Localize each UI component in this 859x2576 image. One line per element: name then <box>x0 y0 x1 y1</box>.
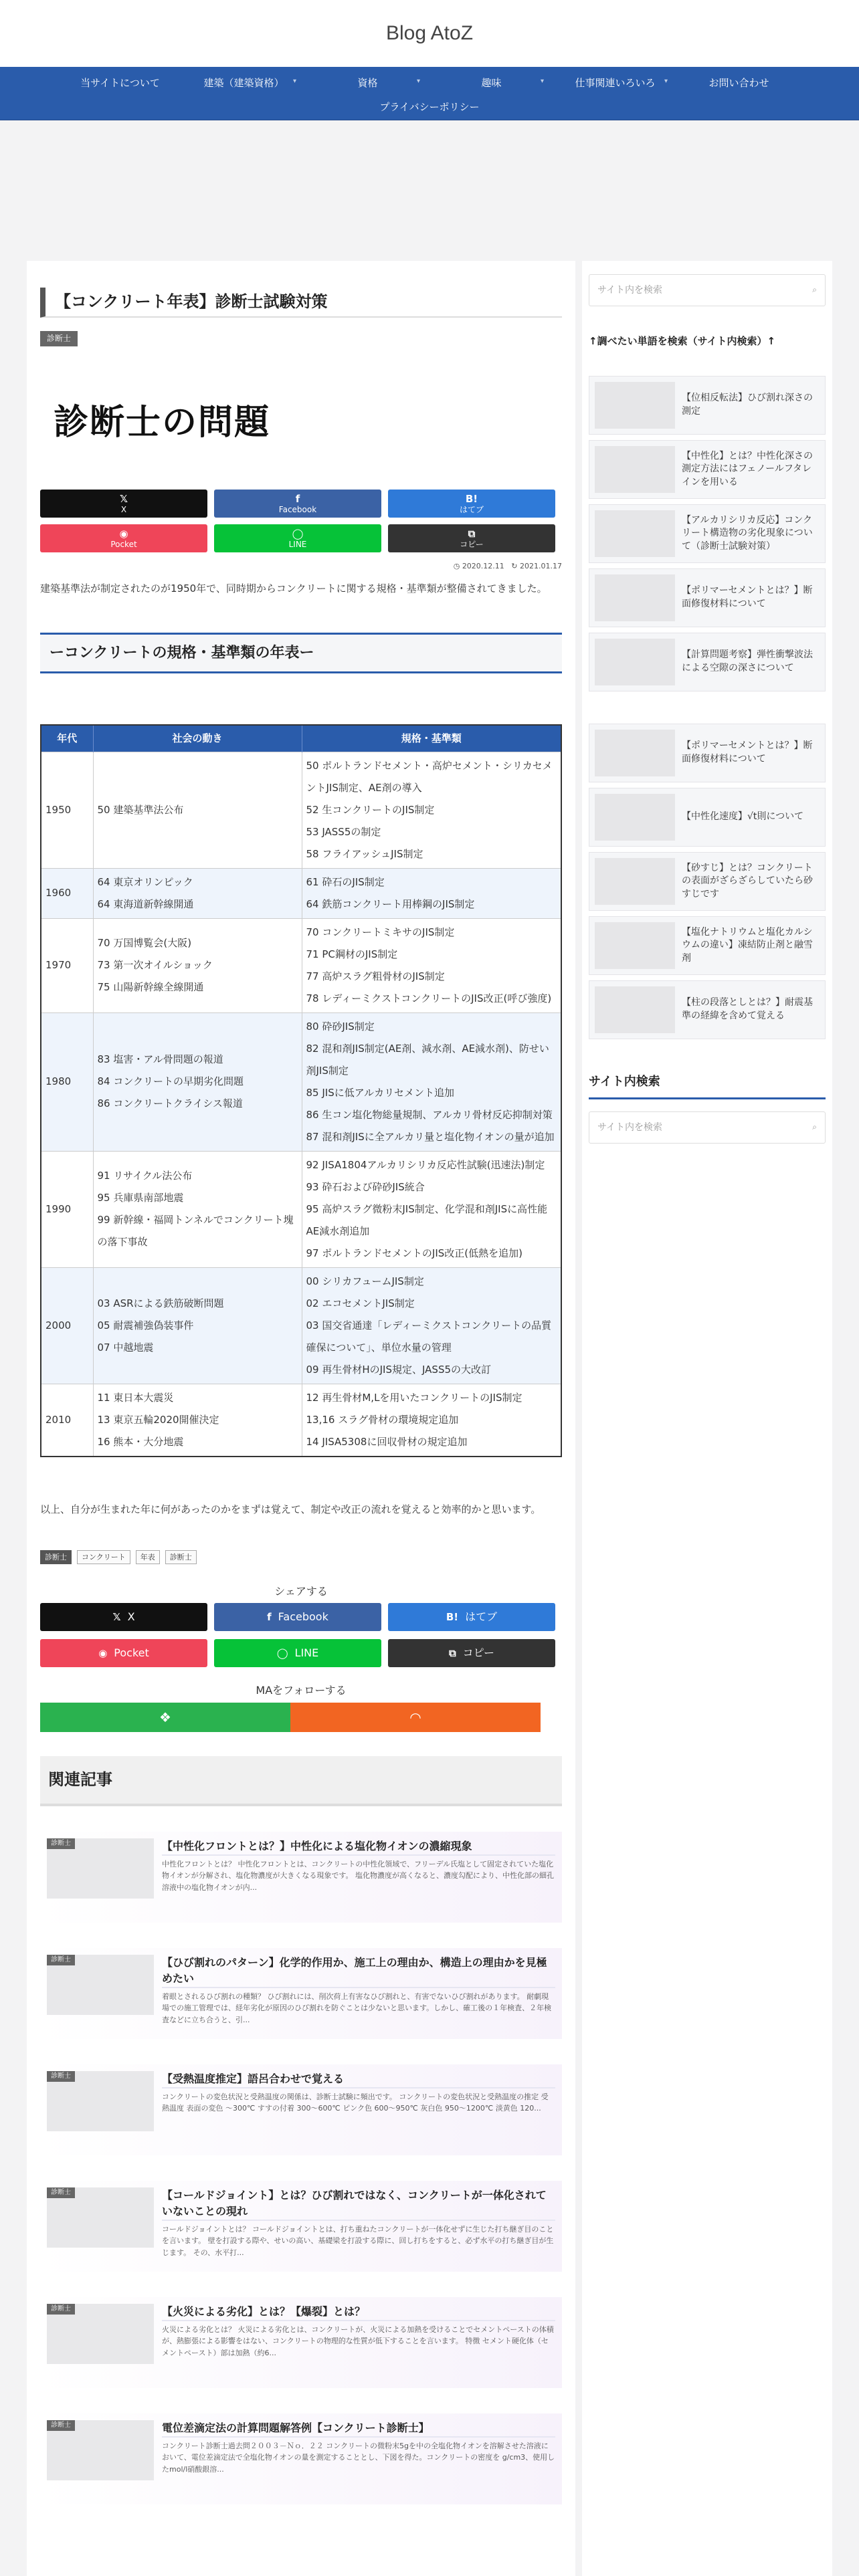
sidebar-post-thumbnail <box>595 922 675 969</box>
social-event: 13 東京五輪2020開催決定 <box>97 1413 219 1426</box>
social-event: 86 コンクリートクライシス報道 <box>97 1097 243 1110</box>
related-category: 診断士 <box>47 2071 75 2082</box>
share-label: Pocket <box>110 540 137 550</box>
lead-paragraph: 建築基準法が制定されたのが1950年で、同時期からコンクリートに関する規格・基準類が整備されてきました。 <box>40 582 547 595</box>
nav-item[interactable] <box>58 75 182 91</box>
social-event: 64 東京オリンピック <box>97 875 193 888</box>
rss-button[interactable] <box>290 1703 541 1732</box>
sidebar-post-thumbnail <box>595 858 675 905</box>
sidebar-popular-posts <box>589 724 826 1039</box>
standard-item: 78 レディーミクストコンクリートのJIS改正(呼び強度) <box>306 992 552 1004</box>
related-snippet: コンクリートの変色状況と受熱温度の関係は、診断士試験に頻出です。 コンクリートの変色状況と受熱温度の推定 受熱温度 表面の変色 ～300℃ すすの付着 300～600℃ ピンク色 600～950℃ 灰白色 950～1200℃ 淡黄色 120... <box>162 2092 549 2113</box>
sidebar-post-title: 【計算問題考察】弾性衝撃波法による空隙の深さについて <box>682 649 813 673</box>
share-hatebu-button[interactable] <box>388 490 555 518</box>
share-buttons-top <box>40 490 562 552</box>
sidebar-post-item[interactable] <box>589 788 826 847</box>
related-category: 診断士 <box>47 2187 75 2198</box>
standard-item: 80 砕砂JIS制定 <box>306 1020 375 1033</box>
standard-item: 00 シリカフュームJIS制定 <box>306 1275 424 1287</box>
sidebar-post-item[interactable] <box>589 852 826 911</box>
category-badge[interactable]: 診断士 <box>40 331 78 346</box>
section-heading: ーコンクリートの規格・基準類の年表ー <box>40 633 562 673</box>
social-events-cell <box>93 1012 302 1151</box>
nav-item-label: 趣味 <box>481 77 502 89</box>
x-icon: 𝕏 <box>112 1610 121 1623</box>
social-event: 95 兵庫県南部地震 <box>97 1192 184 1204</box>
facebook-icon: f <box>267 1610 272 1623</box>
social-event: 05 耐震補強偽装事件 <box>97 1319 194 1331</box>
sidebar-post-title: 【アルカリシリカ反応】コンクリート構造物の劣化現象について（診断士試験対策） <box>682 514 813 552</box>
sidebar-post-thumbnail <box>595 639 675 685</box>
standard-item: 61 砕石のJIS制定 <box>306 875 385 888</box>
share-copy-button[interactable] <box>388 1639 555 1667</box>
tag-link[interactable] <box>136 1550 160 1565</box>
share-line-button[interactable] <box>214 1639 381 1667</box>
share-label: コピー <box>460 540 484 550</box>
updated-date: 2021.01.17 <box>520 562 562 571</box>
related-category: 診断士 <box>47 2304 75 2315</box>
sidebar-post-item[interactable] <box>589 980 826 1039</box>
sidebar-post-title: 【ポリマーセメントとは？】断面修復材料について <box>682 585 813 609</box>
chevron-down-icon: ▾ <box>540 78 544 85</box>
related-thumbnail <box>47 1955 154 2015</box>
nav-item[interactable] <box>677 75 801 91</box>
related-body <box>162 1838 555 1923</box>
sidebar-search-input-2[interactable] <box>589 1111 826 1144</box>
share-label: X <box>127 1610 135 1624</box>
standards-cell <box>302 868 561 918</box>
standard-item: 87 混和剤JISに全アルカリ量と塩化物イオンの量が追加 <box>306 1130 555 1143</box>
copy-icon: ⧉ <box>468 528 476 540</box>
nav-item-label: 仕事関連いろいろ <box>575 77 656 89</box>
related-body <box>162 2420 555 2504</box>
related-heading: 関連記事 <box>40 1756 562 1806</box>
share-label: はてブ <box>459 505 484 515</box>
sidebar-search-heading: サイト内検索 <box>589 1073 826 1099</box>
standard-item: 85 JISに低アルカリセメント追加 <box>306 1086 454 1099</box>
pocket-icon: ◉ <box>98 1646 108 1659</box>
sidebar-post-thumbnail <box>595 574 675 621</box>
sidebar-post-thumbnail <box>595 382 675 429</box>
search-placeholder-2: サイト内を検索 <box>597 1121 663 1133</box>
related-snippet: コンクリート診断士過去問２００３－Ｎｏ．２２ コンクリートの微粉末5gを中の全塩化物イオンを溶解させた溶液において、電位差滴定法で全塩化物イオンの量を測定することとし、下図を得た。コンクリートの密度を g/cm3、使用したmol/l硝酸銀溶... <box>162 2441 555 2474</box>
sidebar-post-item[interactable] <box>589 724 826 782</box>
share-copy-button[interactable] <box>388 524 555 552</box>
social-event: 11 東日本大震災 <box>97 1391 174 1404</box>
table-row <box>41 868 561 918</box>
standards-cell <box>302 1384 561 1457</box>
related-thumbnail <box>47 2187 154 2248</box>
closing-paragraph: 以上、自分が生まれた年に何があったのかをまずは覚えて、制定や改正の流れを覚えると効率的かと思います。 <box>40 1503 541 1515</box>
social-event: 64 東海道新幹線開通 <box>97 897 194 910</box>
related-category: 診断士 <box>47 2420 75 2431</box>
year-cell: 1980 <box>41 1012 93 1151</box>
nav-item-label: 資格 <box>357 77 378 89</box>
tag-link[interactable] <box>40 1550 72 1565</box>
standard-item: 82 混和剤JIS制定(AE剤、減水剤、AE減水剤)、防せい剤JIS制定 <box>306 1042 549 1077</box>
site-header <box>0 0 859 67</box>
social-event: 75 山陽新幹線全線開通 <box>97 981 204 994</box>
nav-item[interactable] <box>430 75 553 91</box>
standards-cell <box>302 752 561 868</box>
related-thumbnail <box>47 2071 154 2131</box>
related-snippet: 着眼とされるひび割れの種類？ ひび割れには、削次荷上有害なひび割れと、有害でないひび割れがあります。 耐劇現場での施工管理では、経年劣化が原因のひび割れを防ぐことは少ないと思います。しかし、確工後の１年検査、２年検査などに立ち合うと、引... <box>162 1992 552 2025</box>
global-nav-row-2 <box>0 95 859 119</box>
sidebar-post-thumbnail <box>595 510 675 557</box>
standard-item: 50 ポルトランドセメント・高炉セメント・シリカセメントJIS制定、AE剤の導入 <box>306 759 553 794</box>
standard-item: 93 砕石および砕砂JIS統合 <box>306 1180 425 1193</box>
social-events-cell <box>93 752 302 868</box>
follow-caption: MAをフォローする <box>256 1683 347 1697</box>
related-card[interactable] <box>40 1948 562 2039</box>
social-event: 91 リサイクル法公布 <box>97 1170 193 1182</box>
sidebar-post-title: 【ポリマーセメントとは？】断面修復材料について <box>682 740 813 764</box>
hatebu-icon: B! <box>465 493 478 506</box>
main-content <box>27 261 575 2576</box>
year-cell: 1990 <box>41 1151 93 1267</box>
tag-label: 診断士 <box>169 1552 192 1562</box>
related-body <box>162 2071 555 2155</box>
global-nav <box>0 67 859 120</box>
share-caption: シェアする <box>274 1585 328 1598</box>
sidebar-post-thumbnail <box>595 730 675 776</box>
sidebar-post-item[interactable] <box>589 633 826 691</box>
table-header-row <box>41 725 561 752</box>
standard-item: 53 JASS5の制定 <box>306 825 381 838</box>
pocket-icon: ◉ <box>119 528 128 540</box>
related-title: 【中性化フロントとは？】中性化による塩化物イオンの濃縮現象 <box>162 1838 555 1856</box>
related-snippet: 火災による劣化とは？ 火災による劣化とは、コンクリートが、火災による加熱を受けることでセメントペーストの体積が、熱膨張による影響をはない、コンクリートの物理的な性質が低下することを言います。 特徴 セメント硬化体（セメントペースト）部は加熱（約6... <box>162 2325 554 2358</box>
nav-item[interactable] <box>553 75 677 91</box>
tag-label: 診断士 <box>45 1552 67 1562</box>
search-icon[interactable]: ⌕ <box>812 285 817 295</box>
related-snippet: コールドジョイントとは？ コールドジョイントとは、打ち重ねたコンクリートが一体化せずに生じた打ち継ぎ目のことを言います。 壁を打設する際や、せいの高い、基礎梁を打設する際に、回し打ちをすると、必ず水平の打ち継ぎ目が生じます。 その、水平打... <box>162 2224 554 2258</box>
rss-icon: ◠ <box>409 1709 421 1726</box>
sidebar-post-item[interactable] <box>589 504 826 563</box>
sidebar-post-title: 【塩化ナトリウムと塩化カルシウムの違い】凍結防止剤と融雪剤 <box>682 926 813 964</box>
standard-item: 03 国交省通達「レディーミクストコンクリートの品質確保について」、単位水量の管理 <box>306 1319 552 1354</box>
table-body <box>41 752 561 1457</box>
nav-item[interactable] <box>306 75 430 91</box>
standard-item: 52 生コンクリートのJIS制定 <box>306 803 435 816</box>
related-body <box>162 2187 555 2272</box>
eyecatch-image <box>40 356 562 490</box>
standard-item: 12 再生骨材M,Lを用いたコンクリートのJIS制定 <box>306 1391 522 1404</box>
social-events-cell <box>93 868 302 918</box>
nav-item-label: お問い合わせ <box>708 77 769 89</box>
search-icon[interactable]: ⌕ <box>812 1122 817 1132</box>
feedly-icon: ❖ <box>159 1709 171 1726</box>
social-event: 03 ASRによる鉄筋破断問題 <box>97 1297 224 1309</box>
table-row <box>41 918 561 1012</box>
sidebar-search-input[interactable] <box>589 274 826 306</box>
standards-cell <box>302 1012 561 1151</box>
chronology-table <box>40 724 562 1457</box>
sidebar-post-thumbnail <box>595 794 675 841</box>
social-event: 70 万国博覧会(大阪) <box>97 937 192 950</box>
sidebar-recent-posts <box>589 376 826 691</box>
year-cell: 2010 <box>41 1384 93 1457</box>
social-event: 83 塩害・アル骨問題の報道 <box>97 1053 223 1066</box>
facebook-icon: f <box>295 493 300 506</box>
sidebar-search-note: ↑調べたい単語を検索（サイト内検索）↑ <box>589 335 776 347</box>
share-label: LINE <box>288 540 307 550</box>
share-x-button[interactable] <box>40 490 207 518</box>
social-event: 84 コンクリートの早期劣化問題 <box>97 1075 244 1088</box>
share-pocket-button[interactable] <box>40 1639 207 1667</box>
sidebar-post-title: 【中性化速度】√t則について <box>682 811 804 823</box>
line-icon: ◯ <box>292 528 304 540</box>
sidebar-post-thumbnail <box>595 446 675 493</box>
standard-item: 02 エコセメントJIS制定 <box>306 1297 415 1309</box>
related-category: 診断士 <box>47 1955 75 1965</box>
sidebar-post-title: 【砂すじ】とは？コンクリートの表面がざらざらしていたら砂すじです <box>682 862 813 899</box>
standard-item: 95 高炉スラグ微粉末JIS制定、化学混和剤JISに高性能AE減水剤追加 <box>306 1202 548 1237</box>
table-row <box>41 1384 561 1457</box>
share-label: コピー <box>462 1646 495 1660</box>
share-label: Facebook <box>278 505 317 515</box>
related-title: 【受熱温度推定】語呂合わせで覚える <box>162 2071 555 2088</box>
follow-buttons <box>40 1703 541 1732</box>
related-title: 電位差滴定法の計算問題解答例【コンクリート診断士】 <box>162 2420 555 2438</box>
published-date: 2020.12.11 <box>462 562 504 571</box>
social-events-cell <box>93 918 302 1012</box>
standard-item: 92 JISA1804アルカリシリカ反応性試験(迅速法)制定 <box>306 1158 545 1171</box>
standard-item: 70 コンクリートミキサのJIS制定 <box>306 926 455 938</box>
sidebar-post-title: 【中性化】とは？中性化深さの測定方法にはフェノールフタレインを用いる <box>682 450 813 488</box>
nav-item-label: 建築（建築資格） <box>203 77 284 89</box>
related-body <box>162 2304 555 2388</box>
share-pocket-button[interactable] <box>40 524 207 552</box>
table-header: 年代 <box>41 725 93 752</box>
related-category: 診断士 <box>47 1838 75 1849</box>
table-header: 社会の動き <box>93 725 302 752</box>
sidebar-post-title: 【位相反転法】ひび割れ深さの測定 <box>682 393 813 417</box>
sidebar-post-item[interactable] <box>589 440 826 499</box>
nav-item-label: 当サイトについて <box>80 77 160 89</box>
related-title: 【火災による劣化】とは？【爆裂】とは？ <box>162 2304 555 2321</box>
nav-item[interactable] <box>182 75 306 91</box>
social-event: 73 第一次オイルショック <box>97 959 213 972</box>
year-cell: 1960 <box>41 868 93 918</box>
table-header: 規格・基準類 <box>302 725 561 752</box>
sidebar-post-thumbnail <box>595 986 675 1033</box>
share-facebook-button[interactable] <box>214 1603 381 1631</box>
clock-icon: ◷ <box>453 562 460 571</box>
sidebar-post-title: 【柱の段落としとは？】耐震基準の経緯を含めて覚える <box>682 997 813 1021</box>
social-event: 16 熊本・大分地震 <box>97 1435 184 1448</box>
standards-cell <box>302 1267 561 1384</box>
tag-link[interactable] <box>165 1550 197 1565</box>
sidebar <box>582 261 832 2576</box>
standard-item: 14 JISA5308に回収骨材の規定追加 <box>306 1435 468 1448</box>
share-x-button[interactable] <box>40 1603 207 1631</box>
table-row <box>41 752 561 868</box>
standards-cell <box>302 918 561 1012</box>
year-cell: 1970 <box>41 918 93 1012</box>
standard-item: 64 鉄筋コンクリート用棒鋼のJIS制定 <box>306 897 475 910</box>
share-line-button[interactable] <box>214 524 381 552</box>
line-icon: ◯ <box>276 1646 288 1659</box>
table-row <box>41 1012 561 1151</box>
sidebar-post-item[interactable] <box>589 916 826 975</box>
table-row <box>41 1151 561 1267</box>
post-dates <box>40 560 562 572</box>
related-thumbnail <box>47 1838 154 1899</box>
nav-item-privacy-policy[interactable]: プライバシーポリシー <box>379 101 480 113</box>
tag-label: 年表 <box>140 1552 155 1562</box>
copy-icon: ⧉ <box>448 1646 456 1659</box>
share-label: LINE <box>294 1646 319 1660</box>
standard-item: 13,16 スラグ骨材の環境規定追加 <box>306 1413 459 1426</box>
standard-item: 97 ポルトランドセメントのJIS改正(低熱を追加) <box>306 1247 522 1259</box>
hatebu-icon: B! <box>446 1610 459 1623</box>
chevron-down-icon: ▾ <box>416 78 420 85</box>
social-events-cell <box>93 1267 302 1384</box>
update-icon: ↻ <box>511 562 518 571</box>
year-cell: 2000 <box>41 1267 93 1384</box>
related-thumbnail <box>47 2304 154 2364</box>
related-card[interactable] <box>40 2413 562 2504</box>
share-label: Facebook <box>278 1610 328 1624</box>
standards-cell <box>302 1151 561 1267</box>
related-snippet: 中性化フロントとは？ 中性化フロントとは、コンクリートの中性化領域で、フリーデル氏塩として固定されていた塩化物イオンが分解され、塩化物濃度が大きくなる現象です。 塩化物濃度が高くなると、濃度勾配により、中性化部の細孔溶液中の塩化物イオンが内... <box>162 1859 554 1893</box>
sidebar-post-item[interactable] <box>589 376 826 435</box>
social-event: 07 中越地震 <box>97 1341 154 1354</box>
global-nav-row <box>0 71 859 95</box>
article-title: 【コンクリート年表】診断士試験対策 <box>40 288 562 318</box>
share-label: Pocket <box>114 1646 149 1660</box>
feedly-button[interactable] <box>40 1703 290 1732</box>
standard-item: 77 高炉スラグ粗骨材のJIS制定 <box>306 970 445 982</box>
chevron-down-icon: ▾ <box>292 78 296 85</box>
share-label: X <box>120 505 127 515</box>
tag-label: コンクリート <box>82 1552 126 1562</box>
share-facebook-button[interactable] <box>214 490 381 518</box>
x-icon: 𝕏 <box>119 493 128 506</box>
search-placeholder: サイト内を検索 <box>597 284 663 296</box>
related-body <box>162 1955 555 2039</box>
related-thumbnail <box>47 2420 154 2480</box>
chevron-down-icon: ▾ <box>664 78 668 85</box>
share-label: はてブ <box>465 1610 498 1624</box>
social-events-cell <box>93 1384 302 1457</box>
standard-item: 86 生コン塩化物総量規制、アルカリ骨材反応抑制対策 <box>306 1108 553 1121</box>
standard-item: 71 PC鋼材のJIS制定 <box>306 948 398 960</box>
tag-list <box>40 1550 562 1565</box>
standard-item: 09 再生骨材HのJIS規定、JASS5の大改訂 <box>306 1363 492 1376</box>
related-list <box>40 1832 562 2504</box>
tag-link[interactable] <box>77 1550 130 1565</box>
related-card[interactable] <box>40 2181 562 2272</box>
table-row <box>41 1267 561 1384</box>
sidebar-post-item[interactable] <box>589 568 826 627</box>
year-cell: 1950 <box>41 752 93 868</box>
site-title[interactable]: Blog AtoZ <box>385 22 474 44</box>
social-events-cell <box>93 1151 302 1267</box>
related-title: 【コールドジョイント】とは？ひび割れではなく、コンクリートが一体化されていないことの現れ <box>162 2187 555 2221</box>
related-title: 【ひび割れのパターン】化学的作用か、施工上の理由か、構造上の理由かを見極めたい <box>162 1955 555 1988</box>
share-hatebu-button[interactable] <box>388 1603 555 1631</box>
share-buttons-bottom <box>40 1603 562 1667</box>
related-card[interactable] <box>40 1832 562 1923</box>
standard-item: 58 フライアッシュJIS制定 <box>306 847 423 860</box>
related-card[interactable] <box>40 2064 562 2155</box>
eyecatch-text: 診断士の問題 <box>54 402 271 443</box>
social-event: 50 建築基準法公布 <box>97 803 184 816</box>
related-card[interactable] <box>40 2297 562 2388</box>
social-event: 99 新幹線・福岡トンネルでコンクリート塊の落下事故 <box>97 1214 294 1249</box>
